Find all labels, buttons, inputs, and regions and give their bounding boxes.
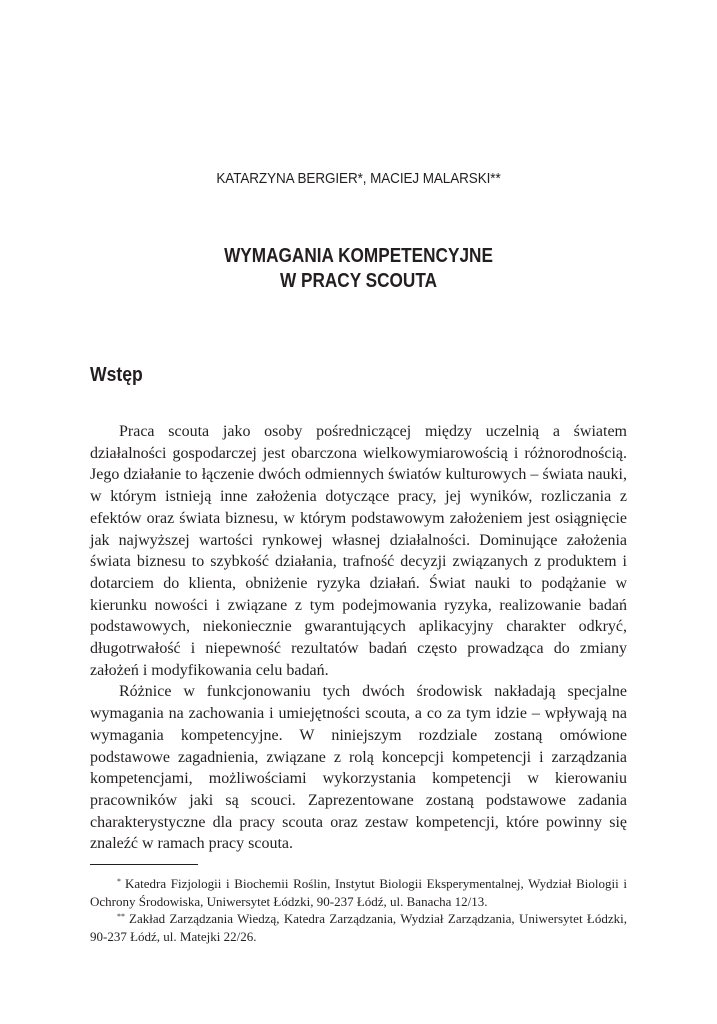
- footnote: [90, 875, 627, 910]
- paragraph: Praca scouta jako osoby pośredniczącej między uczelnią a światem działalności gospodarczej jest obarczona wielkowymiarowością i różnorodnością. Jego działanie to łączenie dwóch odmiennych światów kulturowych – świata nauki, w którym istnieją inne założenia dotyczące pracy, jej wyników, rozliczania z efektów oraz świata biznesu, w którym podstawowym założeniem jest osiągnięcie jak najwyższej wartości rynkowej własnej działalności. Dominujące założenia świata biznesu to szybkość działania, trafność decyzji związanych z produktem i dotarciem do klienta, obniżenie ryzyka działań. Świat nauki to podążanie w kierunku nowości i związane z tym podejmowania ryzyka, realizowanie badań podstawowych, niekoniecznie gwarantujących aplikacyjny charakter odkryć, długotrwałość i niepewność rezultatów badań często prowadząca do zmiany założeń i modyfikowania celu badań.: [90, 423, 627, 679]
- authors: KATARZYNA BERGIER*, MACIEJ MALARSKI**: [216, 170, 501, 187]
- body-text: [90, 421, 627, 855]
- chapter-title-line-1: WYMAGANIA KOMPETENCYJNE: [224, 245, 493, 267]
- footnotes: [90, 875, 627, 945]
- footnote-marker: *: [117, 877, 121, 886]
- paragraph: Różnice w funkcjonowaniu tych dwóch środowisk nakładają specjalne wymagania na zachowania i umiejętności scouta, a co za tym idzie – wpływają na wymagania kompetencyjne. W niniejszym rozdziale zostaną omówione podstawowe zagadnienia, związane z rolą koncepcji kompetencji i zarządzania kompetencjami, możliwościami wykorzystania kompetencji w kierowaniu pracowników jaki są scouci. Zaprezentowane zostaną podstawowe zadania charakterystyczne dla pracy scouta oraz zestaw kompetencji, które powinny się znaleźć w ramach pracy scouta.: [90, 683, 627, 853]
- section-heading: Wstęp: [90, 364, 143, 386]
- chapter-title-line-2: W PRACY SCOUTA: [279, 270, 438, 292]
- footnote-marker: **: [117, 912, 125, 921]
- footnote-text: Katedra Fizjologii i Biochemii Roślin, Instytut Biologii Eksperymentalnej, Wydział Biologii i Ochrony Środowiska, Uniwersytet Łódzki, 90-237 Łódź, ul. Banacha 12/13.: [90, 876, 627, 909]
- footnote: [90, 910, 627, 945]
- footnote-divider: [90, 864, 198, 865]
- chapter-title: [50, 244, 667, 294]
- footnote-text: Zakład Zarządzania Wiedzą, Katedra Zarządzania, Wydział Zarządzania, Uniwersytet Łódzki, 90-237 Łódź, ul. Matejki 22/26.: [90, 911, 627, 944]
